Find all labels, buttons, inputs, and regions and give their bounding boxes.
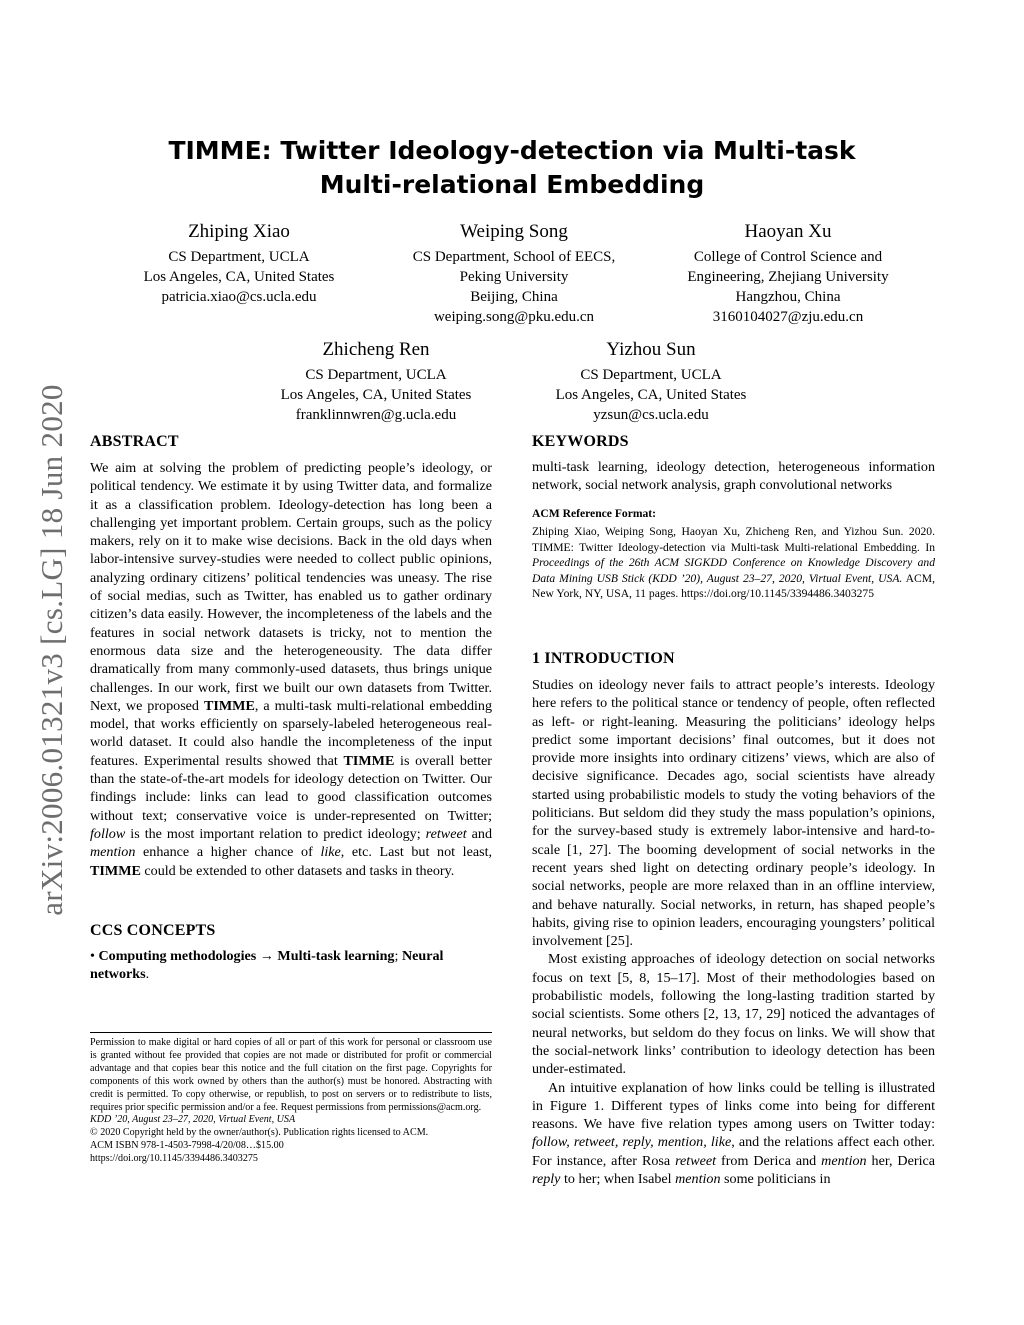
- keywords-heading: KEYWORDS: [532, 433, 629, 450]
- author-name: Zhiping Xiao: [188, 221, 290, 242]
- intro-paragraph-2: Most existing approaches of ideology detection on social networks focus on text [5, 8, 15–17]. Most of their methodologies based on probabilistic models, following the long-lasting tradition started by social scientists. Some others [2, 13, 17, 29] noticed the advantages of neural networks, but seldom do they focus on links. We will show that the social-network links’ contribution to ideology detection has been under-estimated.: [532, 951, 935, 1078]
- author-name: Haoyan Xu: [744, 221, 832, 242]
- reference-format-heading: ACM Reference Format:: [532, 507, 657, 520]
- footnote-divider: [90, 1032, 492, 1033]
- isbn-line: ACM ISBN 978-1-4503-7998-4/20/08…$15.00: [90, 1140, 284, 1152]
- reference-format-text: Zhiping Xiao, Weiping Song, Haoyan Xu, Zhicheng Ren, and Yizhou Sun. 2020. TIMME: Twitter Ideology-detection via Multi-task Multi-relational Embedding. In Proceedings of the 26th ACM SIGKDD Conference on Knowledge Discovery and Data Mining USB Stick (KDD ’20), August 23–27, 2020, Virtual Event, USA. ACM, New York, NY, USA, 11 pages. https://doi.org/10.1145/3394486.3403275: [532, 525, 935, 601]
- permission-text: Permission to make digital or hard copies of all or part of this work for personal or classroom use is granted without fee provided that copies are not made or distributed for profit or commercial advantage and that copies bear this notice and the full citation on the first page. Copyrights for components of this work owned by others than the author(s) must be honored. Abstracting with credit is permitted. To copy otherwise, or republish, to post on servers or to redistribute to lists, requires prior specific permission and/or a fee. Request permissions from permissions@acm.org.: [90, 1037, 492, 1113]
- intro-paragraph-3: An intuitive explanation of how links could be telling is illustrated in Figure 1. Different types of links come into being for different reasons. We have five relation types among users on Twitter today: follow, retweet, reply, mention, like, and the relations affect each other. For instance, after Rosa retweet from Derica and mention her, Derica reply to her; when Isabel mention some politicians in: [532, 1079, 936, 1188]
- abstract-text: We aim at solving the problem of predicting people’s ideology, or political tendency. We estimate it by using Twitter data, and formalize it as a classification problem. Ideology-detection has long been a challenging yet important problem. Certain groups, such as the policy makers, rely on it to make wise decisions. Back in the old days when labor-intensive survey-studies were needed to collect public opinions, analyzing ordinary citizens’ political tendencies was uneasy. The rise of social medias, such as Twitter, has enabled us to gather ordinary citizen’s data easily. However, the incompleteness of the labels and the features in social network datasets is tricky, not to mention the enormous data size and the heterogeneousity. The data differ dramatically from many commonly-used datasets, thus brings unique challenges. In our work, first we built our own datasets from Twitter. Next, we proposed TIMME, a multi-task multi-relational embedding model, that works efficiently on sparsely-labeled heterogeneous real-world dataset. It could also handle the incompleteness of the input features. Experimental results showed that TIMME is overall better than the state-of-the-art models for ideology detection on Twitter. Our findings include: links can lead to good classification outcomes without text; conservative voice is under-represented on Twitter; follow is the most important relation to predict ideology; retweet and mention enhance a higher chance of like, etc. Last but not least, TIMME could be extended to other datasets and tasks in theory.: [90, 460, 493, 879]
- author-location: Hangzhou, China: [735, 289, 841, 305]
- author-email: 3160104027@zju.edu.cn: [712, 309, 864, 325]
- author-email: franklinnwren@g.ucla.edu: [295, 407, 457, 423]
- author-name: Weiping Song: [460, 221, 568, 242]
- author-affiliation: CS Department, UCLA: [305, 367, 447, 383]
- author-block-1: [108, 219, 370, 307]
- ccs-concepts-text: • Computing methodologies → Multi-task learning; Neural networks.: [90, 948, 444, 983]
- arxiv-identifier: arXiv:2006.01321v3 [cs.LG] 18 Jun 2020: [34, 384, 69, 916]
- title-line-1: TIMME: Twitter Ideology-detection via Multi-task: [168, 136, 856, 165]
- author-email: yzsun@cs.ucla.edu: [593, 407, 709, 423]
- conference-line: KDD ’20, August 23–27, 2020, Virtual Event, USA: [90, 1114, 296, 1126]
- author-block-4: [245, 337, 507, 425]
- author-block-3: [657, 219, 919, 327]
- keywords-text: multi-task learning, ideology detection, heterogeneous information network, social network analysis, graph convolutional networks: [532, 459, 935, 494]
- permission-footnote: [90, 1037, 492, 1166]
- doi-link[interactable]: https://doi.org/10.1145/3394486.3403275: [90, 1153, 258, 1165]
- ccs-concepts-heading: CCS CONCEPTS: [90, 922, 216, 939]
- title-line-2: Multi-relational Embedding: [319, 170, 705, 199]
- author-affiliation: College of Control Science and: [693, 249, 883, 265]
- author-affiliation: Peking University: [459, 269, 569, 285]
- introduction-heading: 1 INTRODUCTION: [532, 650, 675, 667]
- author-block-2: [383, 219, 645, 327]
- author-location: Los Angeles, CA, United States: [555, 387, 747, 403]
- author-email: patricia.xiao@cs.ucla.edu: [161, 289, 317, 305]
- author-location: Los Angeles, CA, United States: [280, 387, 472, 403]
- author-location: Beijing, China: [470, 289, 558, 305]
- author-name: Yizhou Sun: [606, 339, 696, 360]
- author-affiliation: CS Department, UCLA: [580, 367, 722, 383]
- copyright-line: © 2020 Copyright held by the owner/author(s). Publication rights licensed to ACM.: [90, 1127, 429, 1139]
- author-name: Zhicheng Ren: [322, 339, 430, 360]
- author-affiliation: CS Department, School of EECS,: [412, 249, 616, 265]
- author-affiliation: Engineering, Zhejiang University: [687, 269, 889, 285]
- paper-title: [0, 134, 1024, 202]
- author-block-5: [520, 337, 782, 425]
- author-email: weiping.song@pku.edu.cn: [433, 309, 595, 325]
- abstract-heading: ABSTRACT: [90, 433, 179, 450]
- intro-paragraph-1: Studies on ideology never fails to attract people’s interests. Ideology here refers to the political stance or tendency of people, often reflected as left- or right-leaning. Measuring the politicians’ ideology helps predict some important decisions’ final outcomes, but it does not provide more insights into ordinary citizens’ views, which are also of decisive significance. Decades ago, social scientists have already started using probabilistic models to study the voting behaviors of the politicians. But seldom did they study the mass population’s opinions, for the survey-based study is extremely labor-intensive and hard-to-scale [1, 27]. The booming development of social networks in the recent years shed light on detecting ordinary people’s ideology. In social networks, people are more relaxed than in an offline interview, and behave naturally. Social networks, in return, has shaped people’s habits, giving rise to opinion leaders, encouraging youngsters’ political involvement [25].: [532, 677, 935, 950]
- introduction-text: [532, 676, 935, 1188]
- author-location: Los Angeles, CA, United States: [143, 269, 335, 285]
- author-affiliation: CS Department, UCLA: [168, 249, 310, 265]
